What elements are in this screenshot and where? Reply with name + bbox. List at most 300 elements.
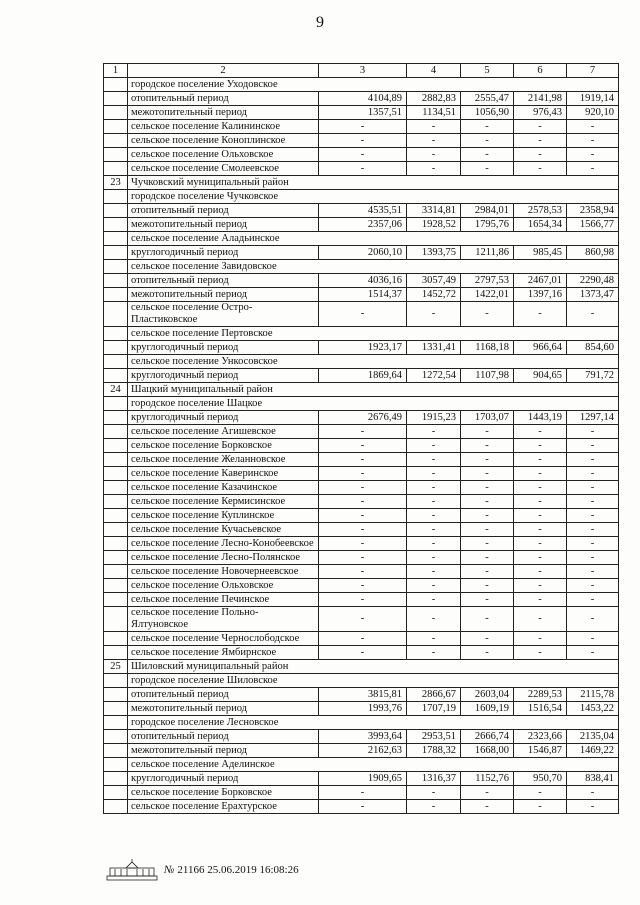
value-cell: - [567,786,619,800]
value-cell: 2162,63 [319,744,407,758]
district-row [104,176,619,190]
value-cell: - [407,302,461,327]
index-cell [104,162,128,176]
value-cell: 920,10 [567,106,619,120]
index-cell [104,537,128,551]
value-cell: - [461,134,514,148]
value-cell: - [567,148,619,162]
settlement-name: городское поселение Шиловское [128,674,619,688]
value-cell: - [461,579,514,593]
index-cell [104,288,128,302]
tariff-row [104,730,619,744]
value-cell: 2290,48 [567,274,619,288]
value-cell: 1928,52 [407,218,461,232]
value-cell: - [407,607,461,632]
index-cell [104,523,128,537]
value-cell: - [461,453,514,467]
value-cell: - [407,646,461,660]
value-cell: 1373,47 [567,288,619,302]
value-cell: - [407,509,461,523]
row-label: межотопительный период [128,218,319,232]
row-label: отопительный период [128,688,319,702]
row-label: межотопительный период [128,702,319,716]
settlement-no-data-row [104,439,619,453]
value-cell: 1654,34 [514,218,567,232]
tariff-row [104,246,619,260]
column-header: 6 [514,64,567,78]
value-cell: - [567,579,619,593]
value-cell: - [514,646,567,660]
value-cell: - [514,551,567,565]
index-cell [104,218,128,232]
index-cell [104,232,128,246]
value-cell: 976,43 [514,106,567,120]
row-label: сельское поселение Ерахтурское [128,800,319,814]
value-cell: - [461,593,514,607]
value-cell: - [319,509,407,523]
settlement-name: городское поселение Чучковское [128,190,619,204]
row-label: отопительный период [128,274,319,288]
settlement-no-data-row [104,607,619,632]
value-cell: - [319,607,407,632]
value-cell: - [514,786,567,800]
value-cell: - [407,453,461,467]
value-cell: 1915,23 [407,411,461,425]
value-cell: - [461,509,514,523]
index-cell [104,786,128,800]
value-cell: - [407,593,461,607]
value-cell: - [319,495,407,509]
value-cell: - [567,593,619,607]
value-cell: - [514,800,567,814]
value-cell: 860,98 [567,246,619,260]
settlement-no-data-row [104,162,619,176]
settlement-header-row [104,190,619,204]
settlement-header-row [104,674,619,688]
value-cell: - [514,453,567,467]
settlement-no-data-row [104,509,619,523]
value-cell: - [319,565,407,579]
settlement-no-data-row [104,579,619,593]
value-cell: 1703,07 [461,411,514,425]
column-number-row [104,64,619,78]
settlement-name: сельское поселение Аделинское [128,758,619,772]
value-cell: - [319,579,407,593]
value-cell: - [567,302,619,327]
row-label: сельское поселение Кермисинское [128,495,319,509]
index-cell [104,632,128,646]
row-label: сельское поселение Польно-Ялтуновское [128,607,319,632]
value-cell: - [567,646,619,660]
value-cell: 4104,89 [319,92,407,106]
value-cell: - [461,632,514,646]
value-cell: - [407,523,461,537]
index-cell [104,190,128,204]
tariff-row [104,772,619,786]
column-header: 7 [567,64,619,78]
value-cell: - [461,148,514,162]
value-cell: 2135,04 [567,730,619,744]
index-cell [104,716,128,730]
tariff-row [104,369,619,383]
index-cell [104,425,128,439]
value-cell: 1168,18 [461,341,514,355]
row-label: сельское поселение Кучасьевское [128,523,319,537]
index-cell [104,327,128,341]
value-cell: - [567,565,619,579]
value-cell: - [514,565,567,579]
tariff-row [104,106,619,120]
row-label: сельское поселение Чернослободское [128,632,319,646]
value-cell: 904,65 [514,369,567,383]
row-label: сельское поселение Печинское [128,593,319,607]
settlement-no-data-row [104,425,619,439]
value-cell: - [514,134,567,148]
index-cell [104,509,128,523]
value-cell: - [514,148,567,162]
value-cell: 1795,76 [461,218,514,232]
index-cell [104,78,128,92]
index-cell [104,702,128,716]
index-cell [104,688,128,702]
row-label: круглогодичный период [128,772,319,786]
settlement-no-data-row [104,593,619,607]
page-number: 9 [316,14,324,31]
value-cell: - [514,439,567,453]
settlement-no-data-row [104,120,619,134]
settlement-name: сельское поселение Завидовское [128,260,619,274]
index-cell [104,800,128,814]
settlement-no-data-row [104,481,619,495]
index-cell [104,411,128,425]
index-cell [104,260,128,274]
index-cell [104,439,128,453]
index-cell [104,148,128,162]
value-cell: - [319,632,407,646]
value-cell: 1316,37 [407,772,461,786]
index-cell [104,551,128,565]
value-cell: 1331,41 [407,341,461,355]
value-cell: - [567,632,619,646]
settlement-no-data-row [104,148,619,162]
index-cell [104,772,128,786]
settlement-no-data-row [104,134,619,148]
settlement-name: городское поселение Шацкое [128,397,619,411]
index-cell [104,341,128,355]
row-label: сельское поселение Ольховское [128,579,319,593]
settlement-header-row [104,758,619,772]
index-cell [104,134,128,148]
row-label: сельское поселение Агишевское [128,425,319,439]
value-cell: 1469,22 [567,744,619,758]
column-header: 3 [319,64,407,78]
value-cell: 4535,51 [319,204,407,218]
value-cell: - [319,148,407,162]
value-cell: 1211,86 [461,246,514,260]
value-cell: 2866,67 [407,688,461,702]
value-cell: - [319,800,407,814]
value-cell: - [407,148,461,162]
value-cell: - [461,523,514,537]
index-cell [104,120,128,134]
district-row [104,660,619,674]
index-cell [104,106,128,120]
row-label: круглогодичный период [128,341,319,355]
row-label: отопительный период [128,730,319,744]
value-cell: 838,41 [567,772,619,786]
value-cell: 2555,47 [461,92,514,106]
value-cell: - [567,425,619,439]
settlement-header-row [104,355,619,369]
settlement-no-data-row [104,800,619,814]
tariff-row [104,702,619,716]
row-label: сельское поселение Ямбирнское [128,646,319,660]
settlement-name: городское поселение Лесновское [128,716,619,730]
value-cell: 1788,32 [407,744,461,758]
value-cell: 1297,14 [567,411,619,425]
value-cell: - [514,302,567,327]
value-cell: - [461,565,514,579]
settlement-header-row [104,78,619,92]
row-label: сельское поселение Борковское [128,439,319,453]
settlement-no-data-row [104,551,619,565]
value-cell: 2797,53 [461,274,514,288]
value-cell: - [407,425,461,439]
district-number: 24 [104,383,128,397]
value-cell: - [407,565,461,579]
value-cell: - [319,646,407,660]
index-cell [104,674,128,688]
settlement-name: сельское поселение Пертовское [128,327,619,341]
value-cell: - [407,162,461,176]
column-header: 2 [128,64,319,78]
settlement-no-data-row [104,537,619,551]
value-cell: 2323,66 [514,730,567,744]
value-cell: - [461,302,514,327]
index-cell [104,274,128,288]
value-cell: - [567,800,619,814]
value-cell: - [567,162,619,176]
district-number: 25 [104,660,128,674]
settlement-no-data-row [104,786,619,800]
row-label: отопительный период [128,92,319,106]
value-cell: - [461,537,514,551]
row-label: сельское поселение Смолеевское [128,162,319,176]
settlement-name: сельское поселение Аладьинское [128,232,619,246]
value-cell: 2115,78 [567,688,619,702]
settlement-no-data-row [104,632,619,646]
value-cell: 3993,64 [319,730,407,744]
value-cell: - [461,467,514,481]
value-cell: - [407,134,461,148]
value-cell: 2358,94 [567,204,619,218]
settlement-no-data-row [104,467,619,481]
value-cell: - [567,481,619,495]
value-cell: 2676,49 [319,411,407,425]
value-cell: 2357,06 [319,218,407,232]
value-cell: - [319,537,407,551]
value-cell: - [514,579,567,593]
district-name: Шиловский муниципальный район [128,660,619,674]
settlement-header-row [104,260,619,274]
value-cell: - [461,439,514,453]
value-cell: 2578,53 [514,204,567,218]
value-cell: - [514,495,567,509]
value-cell: - [407,551,461,565]
value-cell: 1993,76 [319,702,407,716]
district-name: Чучковский муниципальный район [128,176,619,190]
value-cell: - [319,786,407,800]
row-label: сельское поселение Лесно-Конобеевское [128,537,319,551]
value-cell: - [319,481,407,495]
index-cell [104,579,128,593]
index-cell [104,744,128,758]
index-cell [104,246,128,260]
value-cell: - [567,537,619,551]
row-label: отопительный период [128,204,319,218]
value-cell: 3057,49 [407,274,461,288]
value-cell: - [514,537,567,551]
row-label: сельское поселение Новочернеевское [128,565,319,579]
value-cell: 3815,81 [319,688,407,702]
value-cell: - [567,439,619,453]
value-cell: - [514,607,567,632]
index-cell [104,481,128,495]
index-cell [104,453,128,467]
value-cell: - [567,120,619,134]
value-cell: - [461,481,514,495]
tariff-row [104,92,619,106]
document-footer [106,857,299,883]
value-cell: 1707,19 [407,702,461,716]
district-number: 23 [104,176,128,190]
row-label: круглогодичный период [128,411,319,425]
table-body [104,78,619,814]
index-cell [104,204,128,218]
value-cell: - [461,425,514,439]
value-cell: - [407,579,461,593]
value-cell: - [461,162,514,176]
value-cell: 2666,74 [461,730,514,744]
district-name: Шацкий муниципальный район [128,383,619,397]
value-cell: - [319,523,407,537]
row-label: сельское поселение Коноплинское [128,134,319,148]
value-cell: 950,70 [514,772,567,786]
value-cell: 2984,01 [461,204,514,218]
value-cell: - [407,439,461,453]
tariff-row [104,341,619,355]
value-cell: 985,45 [514,246,567,260]
value-cell: - [567,523,619,537]
tariff-row [104,411,619,425]
value-cell: 966,64 [514,341,567,355]
value-cell: - [461,120,514,134]
settlement-header-row [104,327,619,341]
value-cell: 1546,87 [514,744,567,758]
value-cell: - [461,495,514,509]
tariff-row [104,218,619,232]
index-cell [104,467,128,481]
column-header: 4 [407,64,461,78]
value-cell: - [407,481,461,495]
row-label: межотопительный период [128,744,319,758]
value-cell: - [567,453,619,467]
index-cell [104,355,128,369]
index-cell [104,565,128,579]
value-cell: - [319,593,407,607]
value-cell: - [514,593,567,607]
value-cell: 4036,16 [319,274,407,288]
value-cell: 1134,51 [407,106,461,120]
column-header: 1 [104,64,128,78]
value-cell: 2289,53 [514,688,567,702]
value-cell: - [407,786,461,800]
tariff-table [103,63,619,814]
tariff-row [104,204,619,218]
row-label: сельское поселение Каверинское [128,467,319,481]
value-cell: - [514,162,567,176]
value-cell: - [567,467,619,481]
value-cell: - [567,509,619,523]
row-label: сельское поселение Калининское [128,120,319,134]
index-cell [104,607,128,632]
value-cell: - [461,607,514,632]
value-cell: - [514,509,567,523]
row-label: сельское поселение Казачинское [128,481,319,495]
settlement-header-row [104,232,619,246]
value-cell: - [514,481,567,495]
settlement-name: сельское поселение Ункосовское [128,355,619,369]
index-cell [104,369,128,383]
value-cell: 1357,51 [319,106,407,120]
value-cell: 2603,04 [461,688,514,702]
settlement-no-data-row [104,302,619,327]
value-cell: 2953,51 [407,730,461,744]
value-cell: 1397,16 [514,288,567,302]
settlement-header-row [104,716,619,730]
row-label: сельское поселение Борковское [128,786,319,800]
value-cell: 1453,22 [567,702,619,716]
row-label: сельское поселение Лесно-Полянское [128,551,319,565]
value-cell: - [319,467,407,481]
index-cell [104,646,128,660]
value-cell: 2060,10 [319,246,407,260]
value-cell: 1909,65 [319,772,407,786]
value-cell: 1452,72 [407,288,461,302]
value-cell: 2467,01 [514,274,567,288]
value-cell: - [514,425,567,439]
value-cell: - [319,551,407,565]
value-cell: - [567,134,619,148]
row-label: круглогодичный период [128,246,319,260]
row-label: сельское поселение Ольховское [128,148,319,162]
value-cell: - [461,646,514,660]
government-building-logo [106,859,158,881]
value-cell: - [514,632,567,646]
index-cell [104,397,128,411]
index-cell [104,302,128,327]
value-cell: 1393,75 [407,246,461,260]
value-cell: - [407,467,461,481]
value-cell: - [567,495,619,509]
value-cell: 1272,54 [407,369,461,383]
value-cell: 791,72 [567,369,619,383]
settlement-name: городское поселение Уходовское [128,78,619,92]
settlement-no-data-row [104,495,619,509]
tariff-row [104,274,619,288]
value-cell: 1919,14 [567,92,619,106]
tariff-row [104,688,619,702]
